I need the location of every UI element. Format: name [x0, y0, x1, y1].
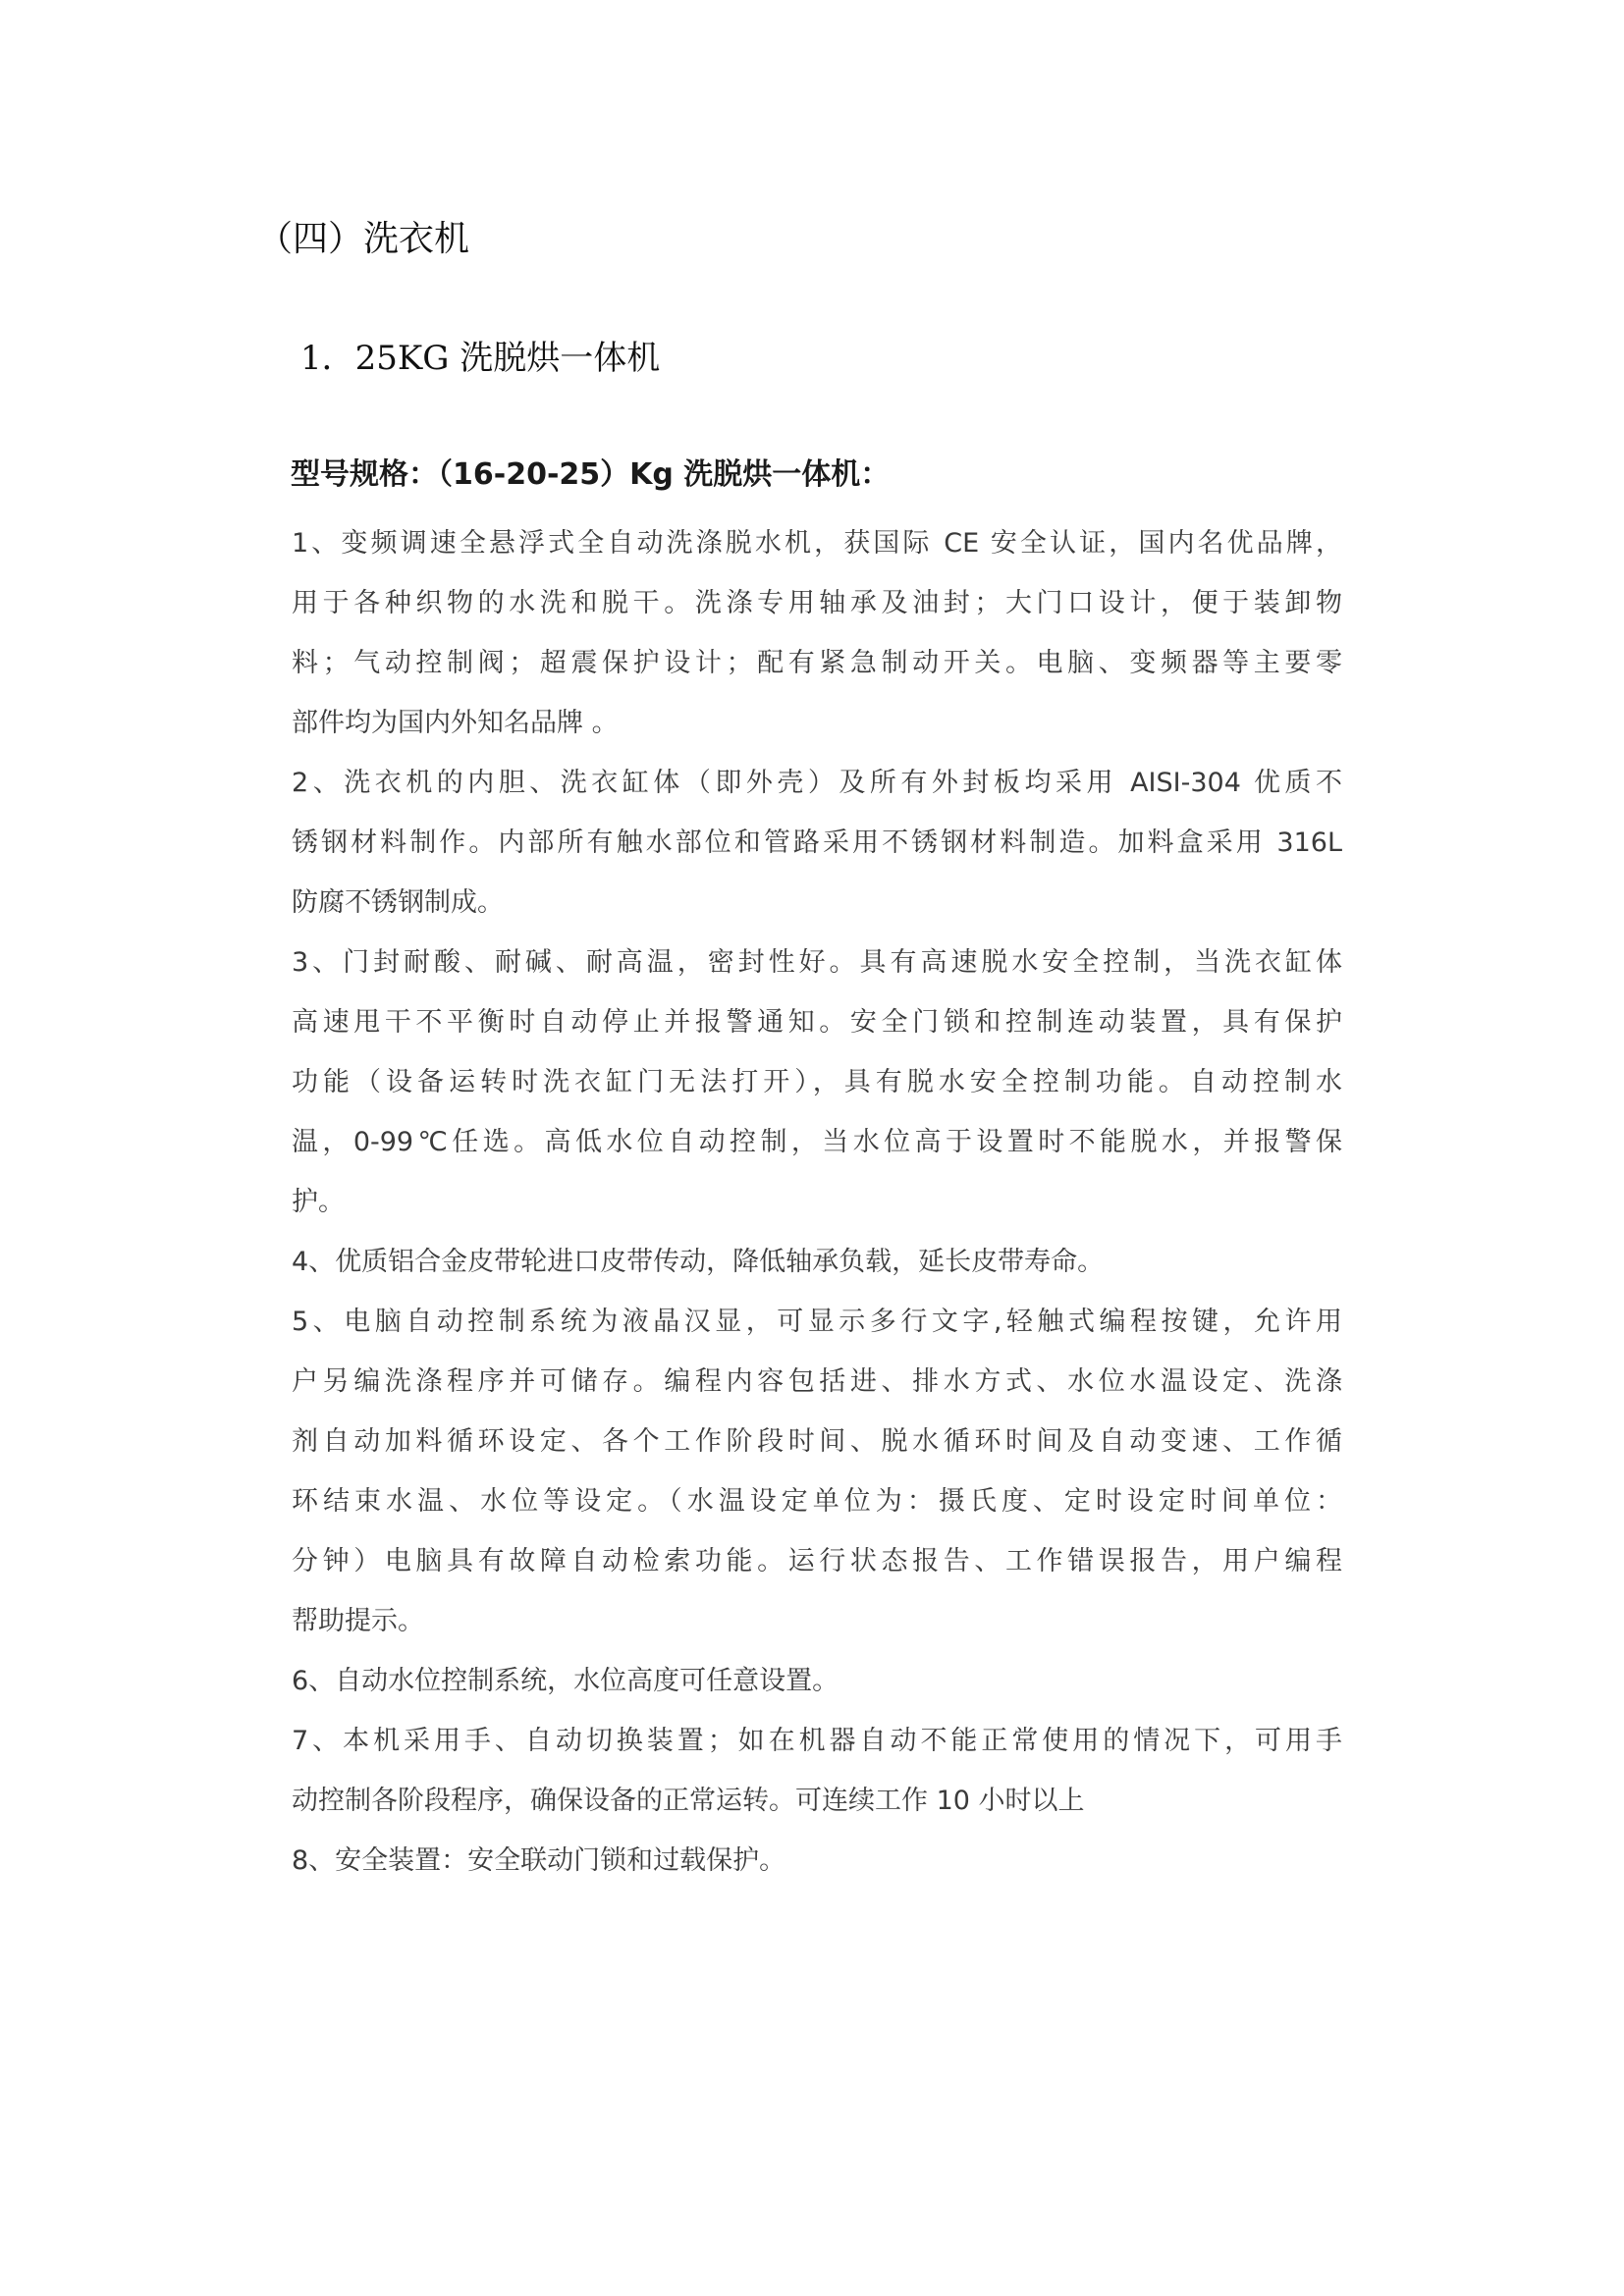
item-title: 1．25KG 洗脱烘一体机 — [300, 339, 661, 378]
spec-line: 7、本机采用手、自动切换装置；如在机器自动不能正常使用的情况下，可用手 — [292, 1726, 1342, 1756]
spec-line: 护。 — [292, 1187, 345, 1217]
spec-line: 防腐不锈钢制成。 — [292, 887, 504, 918]
spec-line: 帮助提示。 — [292, 1606, 424, 1636]
spec-line: 剂自动加料循环设定、各个工作阶段时间、脱水循环时间及自动变速、工作循 — [292, 1426, 1342, 1457]
spec-line: 3、门封耐酸、耐碱、耐高温，密封性好。具有高速脱水安全控制，当洗衣缸体 — [292, 947, 1342, 978]
spec-line: 锈钢材料制作。内部所有触水部位和管路采用不锈钢材料制造。加料盒采用 316L — [292, 828, 1342, 858]
spec-line: 8、安全装置：安全联动门锁和过载保护。 — [292, 1845, 786, 1876]
spec-line: 分钟）电脑具有故障自动检索功能。运行状态报告、工作错误报告，用户编程 — [292, 1546, 1342, 1576]
spec-line: 环结束水温、水位等设定。（水温设定单位为：摄氏度、定时设定时间单位： — [292, 1486, 1342, 1517]
section-title: （四）洗衣机 — [257, 219, 470, 259]
spec-line: 料；气动控制阀；超震保护设计；配有紧急制动开关。电脑、变频器等主要零 — [292, 648, 1342, 678]
spec-line: 高速甩干不平衡时自动停止并报警通知。安全门锁和控制连动装置，具有保护 — [292, 1007, 1342, 1038]
spec-line: 温，0-99℃任选。高低水位自动控制，当水位高于设置时不能脱水，并报警保 — [292, 1127, 1342, 1157]
spec-line: 6、自动水位控制系统，水位高度可任意设置。 — [292, 1666, 839, 1696]
spec-line: 户另编洗涤程序并可储存。编程内容包括进、排水方式、水位水温设定、洗涤 — [292, 1366, 1342, 1397]
spec-line: 用于各种织物的水洗和脱干。洗涤专用轴承及油封；大门口设计，便于装卸物 — [292, 588, 1342, 618]
spec-line: 1、变频调速全悬浮式全自动洗涤脱水机，获国际 CE 安全认证，国内名优品牌， — [292, 528, 1342, 559]
spec-line: 动控制各阶段程序，确保设备的正常运转。可连续工作 10 小时以上 — [292, 1786, 1085, 1816]
spec-line: 5、电脑自动控制系统为液晶汉显，可显示多行文字,轻触式编程按键，允许用 — [292, 1307, 1342, 1337]
spec-line: 部件均为国内外知名品牌 。 — [292, 708, 619, 738]
spec-line: 2、洗衣机的内胆、洗衣缸体（即外壳）及所有外封板均采用 AISI-304 优质不 — [292, 768, 1342, 798]
spec-line: 功能（设备运转时洗衣缸门无法打开），具有脱水安全控制功能。自动控制水 — [292, 1067, 1342, 1097]
spec-line: 4、优质铝合金皮带轮进口皮带传动，降低轴承负载，延长皮带寿命。 — [292, 1247, 1105, 1277]
spec-body — [292, 523, 1342, 1900]
spec-heading: 型号规格：（16-20-25）Kg 洗脱烘一体机： — [291, 457, 891, 492]
